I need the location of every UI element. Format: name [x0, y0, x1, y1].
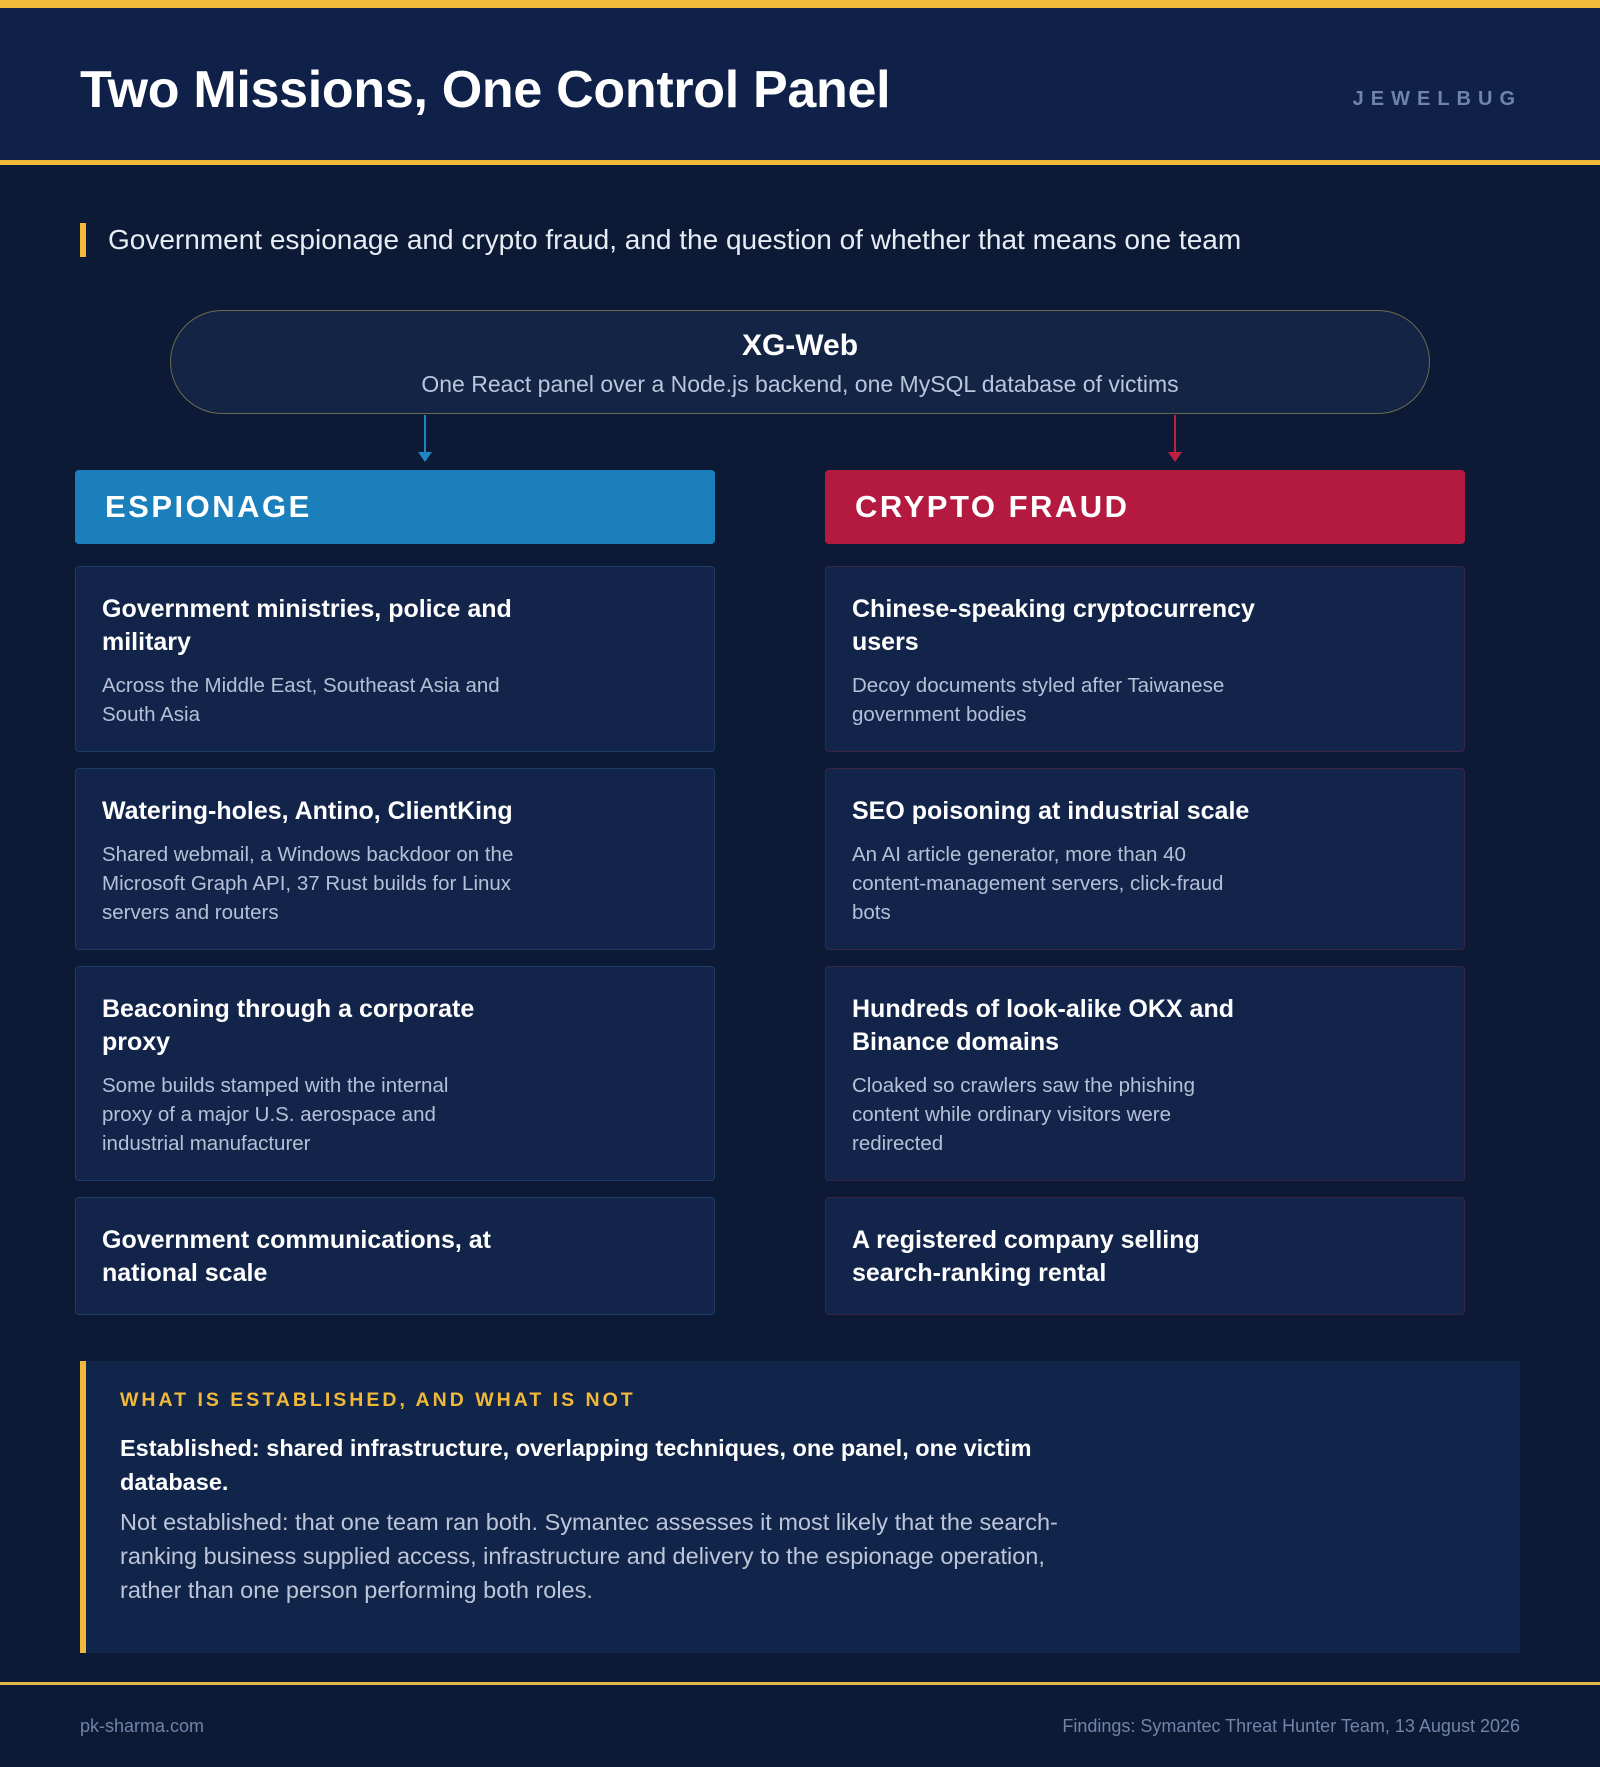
brand-logo-text: JEWELBUG — [1352, 88, 1522, 110]
card-title: Chinese-speaking cryptocurrency users — [852, 595, 1255, 656]
espionage-card — [75, 566, 715, 752]
hub-title: XG-Web — [741, 329, 859, 362]
footer-source: Findings: Symantec Threat Hunter Team, 13 August 2026 — [1062, 1716, 1520, 1736]
card-title: Government communications, at national scale — [102, 1226, 491, 1287]
top-accent-bar — [0, 0, 1600, 8]
crypto-header: CRYPTO FRAUD — [825, 470, 1465, 544]
note-accent — [80, 1361, 86, 1653]
note-not-established: Not established: that one team ran both. Symantec assesses it most likely that the search-ranking business supplied access, infrastructure and delivery to the espionage operation, rather than one person performing both roles. — [120, 1509, 1058, 1603]
arrow-head — [418, 452, 432, 462]
card-title: Government ministries, police and military — [102, 595, 512, 656]
card-title: Hundreds of look-alike OKX and Binance domains — [852, 995, 1234, 1056]
hub-subtitle: One React panel over a Node.js backend, one MySQL database of victims — [421, 371, 1179, 397]
crypto-card — [825, 966, 1465, 1181]
hub-node — [170, 310, 1430, 414]
note-established: Established: shared infrastructure, overlapping techniques, one panel, one victim database. — [120, 1435, 1032, 1495]
crypto-card — [825, 1197, 1465, 1315]
page-title: Two Missions, One Control Panel — [80, 61, 891, 119]
crypto-card — [825, 566, 1465, 752]
note-label: WHAT IS ESTABLISHED, AND WHAT IS NOT — [120, 1389, 636, 1411]
arrow-to-crypto — [1174, 415, 1176, 453]
card-text: Cloaked so crawlers saw the phishing content while ordinary visitors were redirected — [852, 1074, 1195, 1155]
card-title: SEO poisoning at industrial scale — [852, 797, 1250, 825]
arrow-to-espionage — [424, 415, 426, 453]
card-title: Watering-holes, Antino, ClientKing — [102, 797, 513, 825]
card-title: Beaconing through a corporate proxy — [102, 995, 475, 1056]
card-title: A registered company selling search-ranking rental — [852, 1226, 1200, 1287]
arrow-head — [1168, 452, 1182, 462]
subtitle-accent — [80, 223, 86, 257]
espionage-card — [75, 1197, 715, 1315]
card-text: Decoy documents styled after Taiwanese government bodies — [852, 674, 1225, 726]
espionage-card — [75, 966, 715, 1181]
espionage-header: ESPIONAGE — [75, 470, 715, 544]
assessment-note — [80, 1361, 1520, 1653]
card-text: Shared webmail, a Windows backdoor on the Microsoft Graph API, 37 Rust builds for Linux servers and routers — [102, 843, 514, 924]
header-divider — [0, 160, 1600, 165]
card-text: An AI article generator, more than 40 content-management servers, click-fraud bots — [852, 843, 1224, 924]
card-text: Some builds stamped with the internal proxy of a major U.S. aerospace and industrial manufacturer — [102, 1074, 449, 1155]
footer-site: pk-sharma.com — [80, 1716, 205, 1736]
espionage-card — [75, 768, 715, 950]
card-text: Across the Middle East, Southeast Asia and South Asia — [102, 674, 500, 726]
footer-divider — [0, 1682, 1600, 1685]
subtitle: Government espionage and crypto fraud, and the question of whether that means one team — [108, 224, 1242, 255]
crypto-card — [825, 768, 1465, 950]
header — [0, 8, 1600, 160]
